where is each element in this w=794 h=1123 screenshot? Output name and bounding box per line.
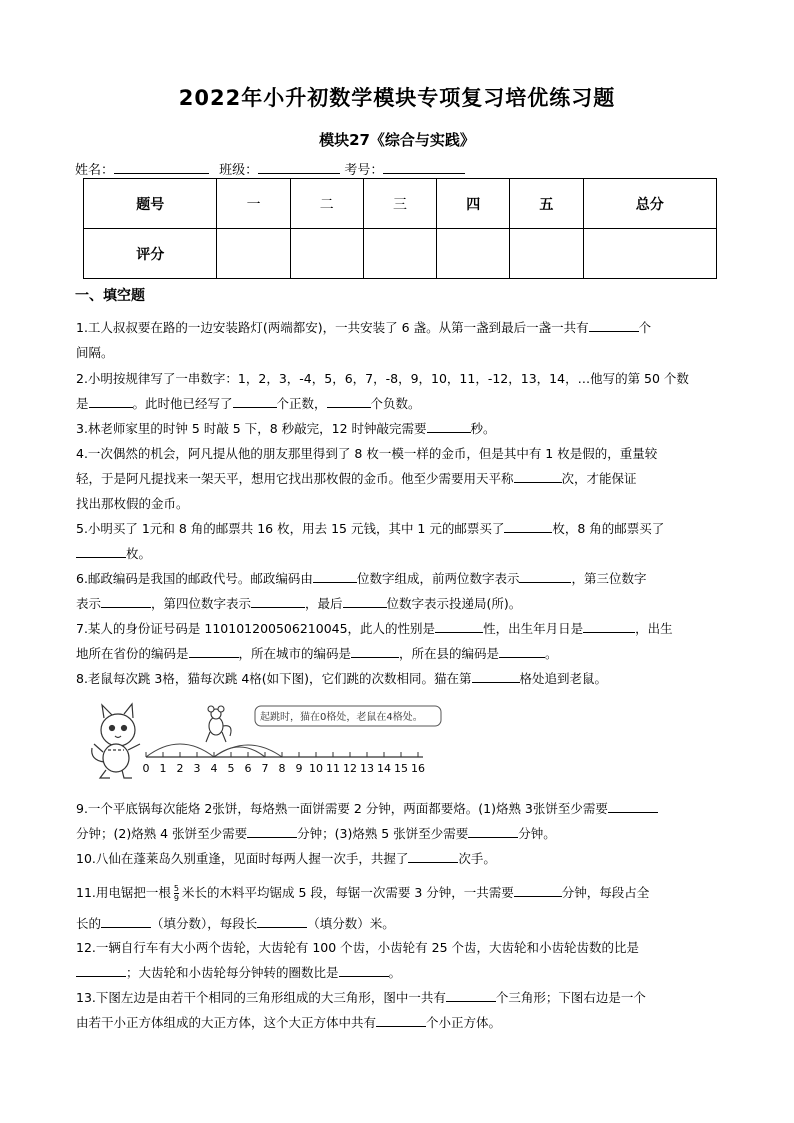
question-text: （填分数），每段长 bbox=[151, 916, 258, 931]
question-text: 找出那枚假的金币。 bbox=[76, 496, 189, 511]
question-text: 位数字表示投递局(所)。 bbox=[386, 596, 522, 611]
number-line-tick-label: 1 bbox=[159, 762, 167, 775]
question-text: 8.老鼠每次跳 3格，猫每次跳 4格(如下图)，它们跳的次数相同。猫在第 bbox=[76, 671, 472, 686]
score-cell[interactable] bbox=[583, 229, 717, 279]
question-text: ，第三位数字 bbox=[571, 571, 647, 586]
question-text: 4.一次偶然的机会，阿凡提从他的朋友那里得到了 8 枚一模一样的金币，但是其中有 1 枚是假的，重量较 bbox=[76, 446, 658, 461]
speech-bubble bbox=[255, 706, 441, 726]
score-header-cell: 一 bbox=[217, 179, 290, 229]
score-header-cell: 二 bbox=[290, 179, 363, 229]
question-2 bbox=[76, 366, 718, 416]
question-text: 。 bbox=[388, 965, 402, 980]
question-7 bbox=[76, 616, 718, 666]
question-10 bbox=[76, 846, 718, 871]
score-cell[interactable] bbox=[437, 229, 510, 279]
page-title: 2022年小升初数学模块专项复习培优练习题 bbox=[178, 86, 616, 110]
student-info-line bbox=[75, 159, 465, 178]
question-text: 轻，于是阿凡提找来一架天平，想用它找出那枚假的金币。他至少需要用天平称 bbox=[76, 471, 514, 486]
answer-blank[interactable] bbox=[504, 519, 552, 533]
number-line-tick-label: 11 bbox=[326, 762, 340, 775]
answer-blank[interactable] bbox=[233, 394, 277, 408]
question-text: 表示 bbox=[76, 596, 102, 611]
question-text: 性，出生年月日是 bbox=[483, 621, 584, 636]
number-line-tick-label: 3 bbox=[193, 762, 201, 775]
answer-blank[interactable] bbox=[101, 594, 151, 608]
question-text: 枚。 bbox=[126, 546, 152, 561]
number-line-tick-label: 13 bbox=[360, 762, 374, 775]
question-text: 分钟；(2)烙熟 4 张饼至少需要 bbox=[76, 826, 248, 841]
answer-blank[interactable] bbox=[608, 799, 658, 813]
number-line-tick-label: 5 bbox=[227, 762, 235, 775]
question-text: 次手。 bbox=[458, 851, 496, 866]
answer-blank[interactable] bbox=[89, 394, 133, 408]
question-text: 米长的木料平均锯成 5 段，每锯一次需要 3 分钟，一共需要 bbox=[181, 885, 514, 900]
question-text: 个三角形；下图右边是一个 bbox=[495, 990, 646, 1005]
score-row-label: 评分 bbox=[84, 229, 217, 279]
answer-blank[interactable] bbox=[427, 419, 471, 433]
answer-blank[interactable] bbox=[313, 569, 357, 583]
number-line-tick-label: 14 bbox=[377, 762, 391, 775]
score-table-score-row bbox=[84, 229, 717, 279]
answer-blank[interactable] bbox=[435, 619, 483, 633]
question-text: ；大齿轮和小齿轮每分钟转的圈数比是 bbox=[126, 965, 339, 980]
score-header-cell: 三 bbox=[363, 179, 436, 229]
number-line-tick-label: 10 bbox=[309, 762, 323, 775]
question-text: ，所在县的编码是 bbox=[399, 646, 500, 661]
answer-blank[interactable] bbox=[76, 963, 126, 977]
score-cell[interactable] bbox=[290, 229, 363, 279]
number-line-ticks bbox=[143, 752, 426, 775]
question-text: （填分数）米。 bbox=[307, 916, 395, 931]
number-line-tick-label: 6 bbox=[244, 762, 252, 775]
question-text: 12.一辆自行车有大小两个齿轮，大齿轮有 100 个齿，小齿轮有 25 个齿，大齿轮和小齿轮齿数的比是 bbox=[76, 940, 640, 955]
answer-blank[interactable] bbox=[583, 619, 635, 633]
section-heading: 一、填空题 bbox=[75, 288, 145, 304]
question-text: ，出生 bbox=[635, 621, 673, 636]
name-blank[interactable] bbox=[114, 161, 209, 174]
answer-blank[interactable] bbox=[339, 963, 389, 977]
question-text: 枚，8 角的邮票买了 bbox=[552, 521, 665, 536]
number-line-tick-label: 12 bbox=[343, 762, 357, 775]
number-line-tick-label: 2 bbox=[176, 762, 184, 775]
class-blank[interactable] bbox=[258, 161, 340, 174]
score-cell[interactable] bbox=[363, 229, 436, 279]
question-text: 是 bbox=[76, 396, 89, 411]
question-text: 次，才能保证 bbox=[561, 471, 637, 486]
question-6 bbox=[76, 566, 718, 616]
number-line-tick-label: 16 bbox=[411, 762, 425, 775]
question-text: 位数字组成，前两位数字表示 bbox=[356, 571, 520, 586]
answer-blank[interactable] bbox=[327, 394, 371, 408]
fraction-denominator: 9 bbox=[173, 894, 179, 903]
question-text: 7.某人的身份证号码是 110101200506210045，此人的性别是 bbox=[76, 621, 436, 636]
question-text: 个正数， bbox=[276, 396, 327, 411]
question-4 bbox=[76, 441, 718, 516]
question-text: 个 bbox=[638, 320, 652, 335]
answer-blank[interactable] bbox=[376, 1013, 426, 1027]
question-5 bbox=[76, 516, 718, 566]
exam-number-label: 考号： bbox=[344, 163, 384, 178]
answer-blank[interactable] bbox=[101, 914, 151, 928]
score-header-cell: 五 bbox=[510, 179, 583, 229]
question-3 bbox=[76, 416, 718, 441]
answer-blank[interactable] bbox=[351, 644, 399, 658]
number-line-tick-label: 0 bbox=[142, 762, 150, 775]
answer-blank[interactable] bbox=[408, 849, 458, 863]
answer-blank[interactable] bbox=[76, 544, 126, 558]
question-13 bbox=[76, 985, 718, 1035]
fraction-numerator: 5 bbox=[173, 884, 179, 893]
question-text: 9.一个平底锅每次能烙 2张饼，每烙熟一面饼需要 2 分钟，两面都要烙。(1)烙熟 3张饼至少需要 bbox=[76, 801, 608, 816]
answer-blank[interactable] bbox=[472, 669, 520, 683]
question-text: 3.林老师家里的时钟 5 时敲 5 下，8 秒敲完，12 时钟敲完需要 bbox=[76, 421, 427, 436]
answer-blank[interactable] bbox=[589, 318, 639, 332]
number-line-tick-label: 15 bbox=[394, 762, 408, 775]
question-text: ，最后 bbox=[305, 596, 343, 611]
question-text: 间隔。 bbox=[76, 345, 114, 360]
question-text: 分钟。 bbox=[518, 826, 556, 841]
question-text: 11.用电锯把一根 bbox=[76, 885, 171, 900]
cat-illustration bbox=[92, 704, 140, 778]
question-text: 5.小明买了 1元和 8 角的邮票共 16 枚，用去 15 元钱，其中 1 元的邮票买了 bbox=[76, 521, 505, 536]
number-line-tick-label: 4 bbox=[210, 762, 218, 775]
question-text: 个小正方体。 bbox=[426, 1015, 502, 1030]
answer-blank[interactable] bbox=[499, 644, 545, 658]
cat-mouse-number-line-figure bbox=[88, 700, 448, 782]
score-cell[interactable] bbox=[217, 229, 290, 279]
score-header-cell: 题号 bbox=[84, 179, 217, 229]
answer-blank[interactable] bbox=[446, 988, 496, 1002]
speech-bubble-text: 起跳时，猫在0格处，老鼠在4格处。 bbox=[260, 712, 423, 723]
question-text: 。此时他已经写了 bbox=[132, 396, 233, 411]
question-text: 个负数。 bbox=[370, 396, 421, 411]
question-11 bbox=[76, 877, 718, 939]
question-text: 分钟，每段占全 bbox=[561, 885, 650, 900]
number-line-tick-label: 9 bbox=[295, 762, 303, 775]
score-header-cell: 四 bbox=[437, 179, 510, 229]
question-text: 1.工人叔叔要在路的一边安装路灯(两端都安)，一共安装了 6 盏。从第一盏到最后一盏一共有 bbox=[76, 320, 589, 335]
answer-blank[interactable] bbox=[468, 824, 518, 838]
question-text: 由若干小正方体组成的大正方体，这个大正方体中共有 bbox=[76, 1015, 377, 1030]
mouse-illustration bbox=[206, 706, 231, 742]
score-header-cell: 总分 bbox=[583, 179, 717, 229]
question-text: 长的 bbox=[76, 916, 102, 931]
question-text: 2.小明按规律写了一串数字：1，2，3，-4，5，6，7，-8，9，10，11，-12，13，14，…他写的第 50 个数 bbox=[76, 371, 689, 386]
question-text: 10.八仙在蓬莱岛久别重逢，见面时每两人握一次手，共握了 bbox=[76, 851, 409, 866]
score-table bbox=[83, 178, 717, 279]
answer-blank[interactable] bbox=[189, 644, 239, 658]
question-12 bbox=[76, 935, 718, 985]
answer-blank[interactable] bbox=[257, 914, 307, 928]
question-text: ，第四位数字表示 bbox=[151, 596, 252, 611]
score-table-header-row bbox=[84, 179, 717, 229]
question-text: ，所在城市的编码是 bbox=[238, 646, 352, 661]
class-label: 班级： bbox=[219, 163, 259, 178]
score-cell[interactable] bbox=[510, 229, 583, 279]
question-text: 秒。 bbox=[470, 421, 496, 436]
question-text: 地所在省份的编码是 bbox=[76, 646, 189, 661]
question-9 bbox=[76, 796, 718, 846]
page-subtitle: 模块27《综合与实践》 bbox=[319, 131, 475, 149]
number-line-tick-label: 7 bbox=[261, 762, 269, 775]
answer-blank[interactable] bbox=[343, 594, 387, 608]
question-text: 。 bbox=[545, 646, 558, 661]
question-text: 格处追到老鼠。 bbox=[519, 671, 608, 686]
question-text: 分钟；(3)烙熟 5 张饼至少需要 bbox=[297, 826, 469, 841]
name-label: 姓名： bbox=[75, 163, 115, 178]
question-text: 13.下图左边是由若干个相同的三角形组成的大三角形，图中一共有 bbox=[76, 990, 446, 1005]
answer-blank[interactable] bbox=[514, 469, 562, 483]
number-line-tick-label: 8 bbox=[278, 762, 286, 775]
answer-blank[interactable] bbox=[519, 569, 571, 583]
question-text: 6.邮政编码是我国的邮政代号。邮政编码由 bbox=[76, 571, 313, 586]
answer-blank[interactable] bbox=[247, 824, 297, 838]
question-8 bbox=[76, 666, 718, 691]
answer-blank[interactable] bbox=[251, 594, 305, 608]
question-1 bbox=[76, 315, 718, 365]
exam-number-blank[interactable] bbox=[383, 161, 465, 174]
answer-blank[interactable] bbox=[514, 883, 562, 897]
fraction-five-ninths bbox=[174, 884, 179, 903]
